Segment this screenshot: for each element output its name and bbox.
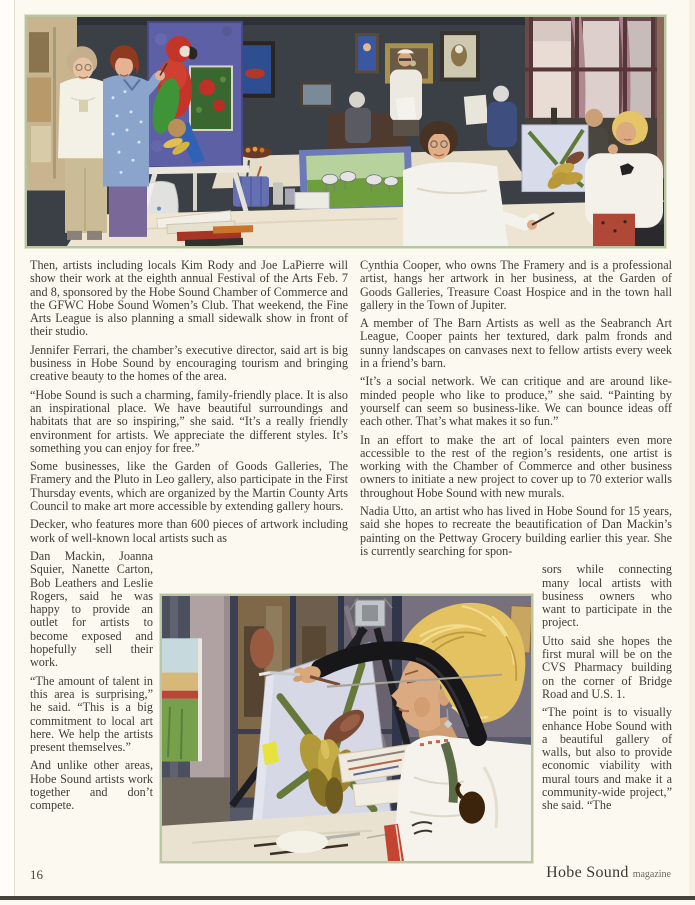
artist-painting-illustration — [162, 596, 531, 861]
article-paragraph: Utto said she hopes the first mural will be on the CVS Pharmacy building on the corner of Bridge Road and U.S. 1. — [542, 633, 672, 701]
article-paragraph: In an effort to make the art of local painters even more accessible to the rest of the region’s residents, one artist is working with the Chamber of Commerce and other business owners to initiate a new project to cover up to 70 exterior walls throughout Hobe Sound with new murals. — [360, 432, 672, 500]
article-paragraph: “The amount of talent in this area is surprising,” he said. “This is a big commitment to local art here. We help the artists present themselves.” — [30, 673, 153, 755]
left-wrapped-text-column — [30, 550, 153, 813]
macaw-painting — [148, 22, 242, 167]
article-paragraph: A member of The Barn Artists as well as the Seabranch Art League, Cooper paints her textured, dark palm fronds and sunny landscapes on canvases next to fellow artists every week in a friend’s barn. — [360, 316, 672, 371]
article-paragraph: And unlike other areas, Hobe Sound artists work together and don’t compete. — [30, 758, 153, 813]
article-paragraph: Some businesses, like the Garden of Goods Galleries, The Framery and the Pluto in Leo gallery, also participate in the First Thursday events, which are organized by the Martin County Arts Council to make art more accessible by extending gallery hours. — [30, 459, 348, 514]
article-paragraph: Jennifer Ferrari, the chamber’s executive director, said art is big business in Hobe Sound by encouraging tourism and bringing creative beauty to the homes of the area. — [30, 342, 348, 384]
magazine-name: Hobe Sound — [546, 864, 629, 881]
magazine-brand — [546, 864, 671, 882]
magazine-word: magazine — [632, 869, 671, 880]
article-paragraph: Decker, who features more than 600 pieces of artwork including work of well-known local artists such as — [30, 517, 348, 545]
article-paragraph: sors while connecting many local artists with business owners who want to participate in the project. — [542, 562, 672, 630]
article-paragraph: Dan Mackin, Joanna Squier, Nanette Carton, Bob Leathers and Leslie Rogers, said he was happy to provide an outlet for artists to become exposed and hopefully sell their work. — [30, 548, 153, 670]
page-edge-right — [689, 0, 695, 905]
artist-painting-photo — [160, 594, 533, 863]
page-edge-left — [0, 0, 15, 905]
article-paragraph: Cynthia Cooper, who owns The Framery and is a professional artist, hangs her artwork in her business, at the Garden of Goods Galleries, Treasure Coast Hospice and in the town hall gallery in the Town of Jupiter. — [360, 258, 672, 312]
article-paragraph: Nadia Utto, an artist who has lived in Hobe Sound for 15 years, said she hopes to recreate the beautification of Dan Mackin’s painting on the Pettway Grocery building earlier this year. She is currently searching for spon- — [360, 504, 672, 558]
scan-edge-white — [0, 900, 695, 905]
article-paragraph: “It’s a social network. We can critique and are around like-minded people who like to produce,” she said. “Painting by yourself can seem so business-like. We can bounce ideas off each other. That’s what makes it so fun.” — [360, 374, 672, 429]
article-paragraph: “The point is to visually enhance Hobe Sound with a beautiful gallery of walls, but also to provide economic viability with mural tours and make it a community-wide project,” she said. “The — [542, 705, 672, 813]
article-paragraph: “Hobe Sound is such a charming, family-friendly place. It is also an inspirational place. We have beautiful surroundings and habitats that are so inspiring,” she said. “It’s a really friendly environment for artists. We appreciate the different styles. It’s something you can enjoy for free.” — [30, 387, 348, 455]
article-paragraph: Then, artists including locals Kim Rody and Joe LaPierre will show their work at the eighth annual Festival of the Arts Feb. 7 and 8, sponsored by the Hobe Sound Chamber of Commerce and the GFWC Hobe Sound Women’s Club. That weekend, the Fine Arts League is also planning a small sidewalk show in front of their studio. — [30, 258, 348, 339]
right-wrapped-text-column — [542, 563, 672, 812]
studio-group-photo — [25, 15, 666, 248]
page-number: 16 — [30, 867, 43, 882]
studio-group-photo-illustration — [27, 17, 664, 246]
